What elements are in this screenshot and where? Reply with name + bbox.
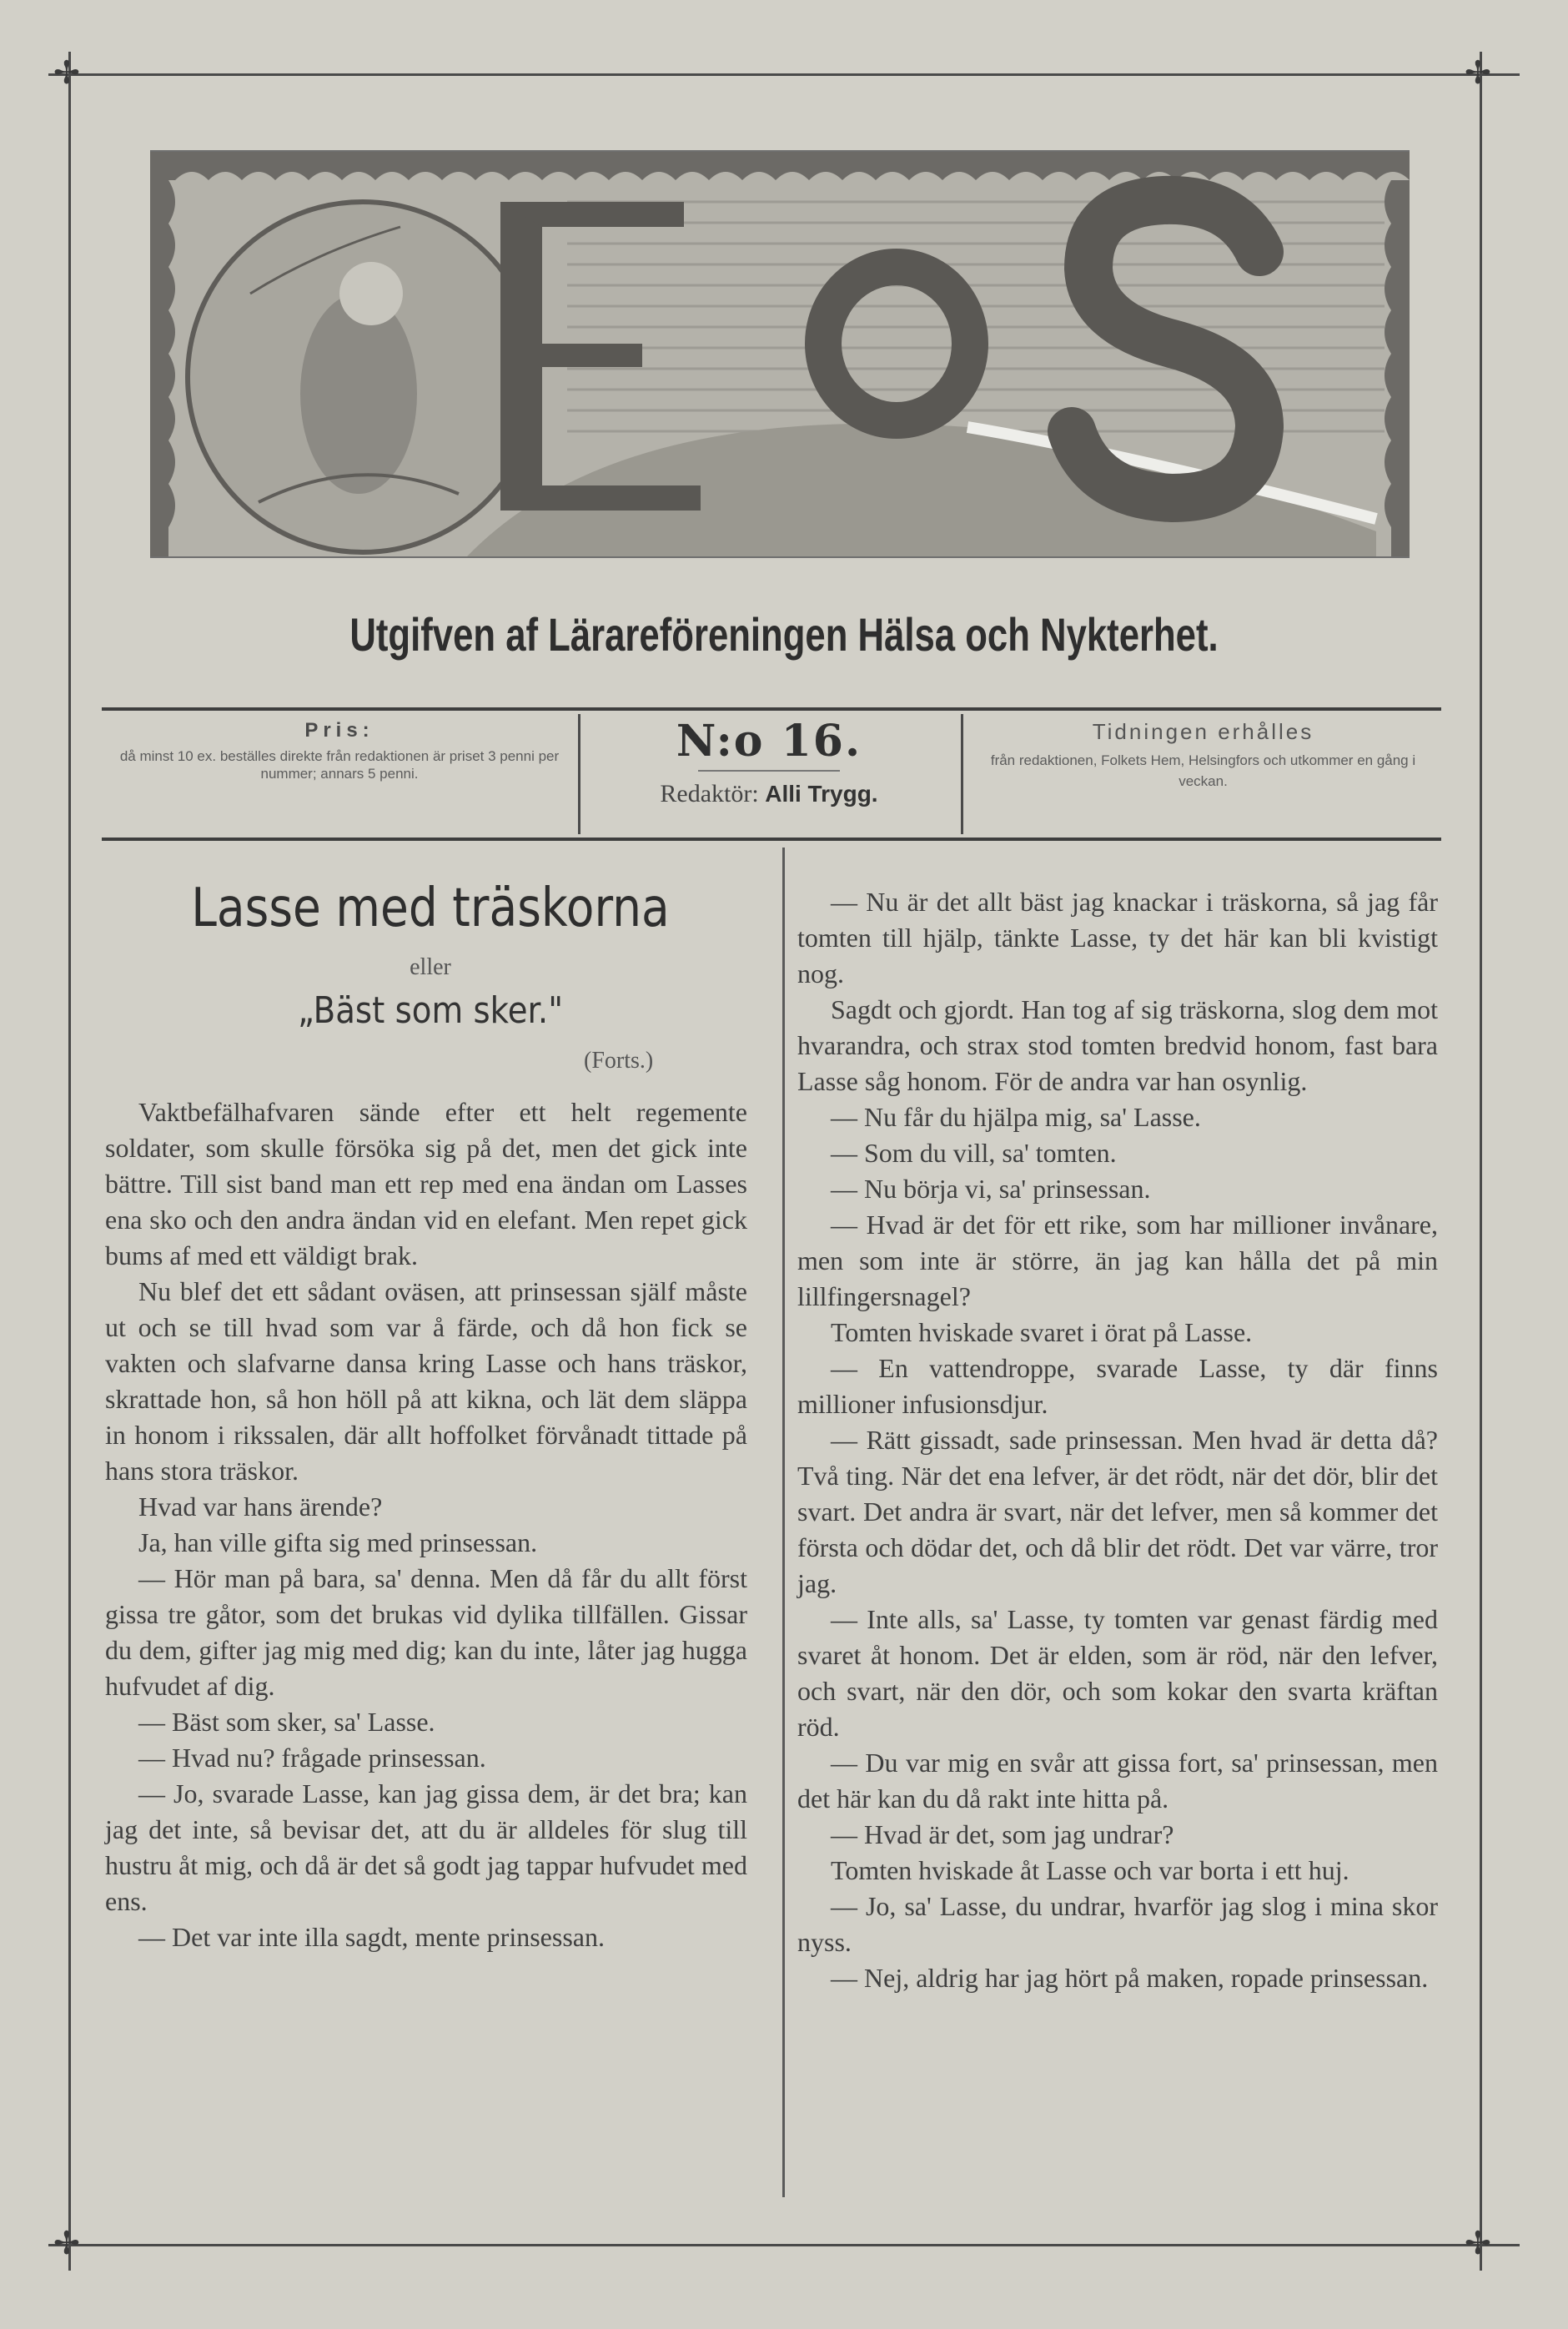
issue-divider bbox=[698, 770, 840, 772]
paragraph: — Jo, svarade Lasse, kan jag gissa dem, är det bra; kan jag det inte, så bevisar det, att du är alldeles för slug till hustru åt mig, och då är det så godt jag tappar hufvudet med ens. bbox=[105, 1778, 747, 1916]
price-heading: Pris: bbox=[304, 719, 374, 742]
frame-top-rule bbox=[48, 73, 1520, 76]
paragraph: — Som du vill, sa' tomten. bbox=[831, 1138, 1117, 1168]
paragraph: — Hör man på bara, sa' denna. Men då får du allt först gissa tre gåtor, som det brukas vid dylika tillfällen. Gissar du dem, gifter jag mig med dig; kan du inte, låter jag hugga hufvudet af dig. bbox=[105, 1563, 747, 1701]
corner-ornament-icon: ✢ bbox=[1465, 2225, 1491, 2261]
corner-ornament-icon: ✢ bbox=[1465, 54, 1491, 91]
editor-line bbox=[581, 780, 957, 808]
corner-ornament-icon: ✢ bbox=[53, 54, 80, 91]
column-divider bbox=[782, 848, 785, 2197]
info-bar-top-rule bbox=[102, 707, 1441, 711]
paragraph: — En vattendroppe, svarade Lasse, ty där finns millioner infusionsdjur. bbox=[797, 1353, 1438, 1419]
paragraph: Nu blef det ett sådant oväsen, att prinsessan själf måste ut och se till hvad som var å färde, och då hon fick se vakten och slafvarne dansa kring Lasse och hans träskor, skrattade hon, så hon höll på att kikna, och lät dem släppa in honom i rikssalen, där allt hoffolket förvånadt tittade på hans stora träskor. bbox=[105, 1276, 747, 1486]
article-eller: eller bbox=[410, 954, 451, 980]
paragraph: — Jo, sa' Lasse, du undrar, hvarför jag slog i mina skor nyss. bbox=[797, 1891, 1438, 1957]
article-title: Lasse med träskorna bbox=[191, 878, 670, 939]
price-box bbox=[102, 719, 577, 782]
masthead-illustration bbox=[150, 150, 1410, 558]
info-bar-bottom-rule bbox=[102, 838, 1441, 841]
price-text: då minst 10 ex. beställes direkte från redaktionen är priset 3 penni per nummer; annars 5 penni. bbox=[119, 748, 560, 782]
publisher-line: Utgifven af Lärareföreningen Hälsa och Nykterhet. bbox=[349, 608, 1219, 661]
paragraph: — Nu får du hjälpa mig, sa' Lasse. bbox=[831, 1102, 1201, 1132]
paragraph: — Nu börja vi, sa' prinsessan. bbox=[831, 1174, 1151, 1204]
left-column bbox=[105, 1094, 747, 1955]
corner-ornament-icon: ✢ bbox=[53, 2225, 80, 2261]
paragraph: — Rätt gissadt, sade prinsessan. Men hvad är detta då? Två ting. När det ena lefver, är det rödt, när det dör, blir det svart. Det andra är svart, när det lefver, men så kommer det första och dödar det, och då blir det rödt. Det var värre, tror jag. bbox=[797, 1425, 1438, 1598]
right-column bbox=[797, 884, 1438, 1996]
info-bar-divider bbox=[961, 714, 963, 834]
paragraph: — Nej, aldrig har jag hört på maken, ropade prinsessan. bbox=[831, 1963, 1429, 1993]
paragraph: — Det var inte illa sagdt, mente prinsessan. bbox=[138, 1922, 605, 1952]
paragraph: Ja, han ville gifta sig med prinsessan. bbox=[138, 1527, 538, 1557]
distribution-text: från redaktionen, Folkets Hem, Helsingfors och utkommer en gång i veckan. bbox=[990, 752, 1416, 789]
article-subtitle: „Bäst som sker." bbox=[297, 989, 564, 1032]
editor-name: Alli Trygg. bbox=[765, 781, 878, 807]
paragraph: Vaktbefälhafvaren sände efter ett helt regemente soldater, som skulle försöka sig på det, men det gick inte bättre. Till sist band man ett rep med ena ändan om Lasses ena sko och den andra ändan vid en elefant. Men repet gick bums af med ett väldigt brak. bbox=[105, 1097, 747, 1270]
distribution-box bbox=[965, 719, 1441, 792]
paragraph: — Inte alls, sa' Lasse, ty tomten var genast färdig med svaret åt honom. Det är elden, som är röd, när den lefver, och svart, när den dör, och som kokar den svarta kräftan röd. bbox=[797, 1604, 1438, 1742]
paragraph: Tomten hviskade åt Lasse och var borta i ett huj. bbox=[831, 1855, 1349, 1885]
paragraph: — Hvad är det för ett rike, som har millioner invånare, men som inte är större, än jag kan hålla det på min lillfingersnagel? bbox=[797, 1210, 1438, 1311]
issue-box bbox=[581, 716, 957, 808]
frame-left-rule bbox=[68, 52, 71, 2271]
paragraph: — Bäst som sker, sa' Lasse. bbox=[138, 1707, 435, 1737]
paragraph: Sagdt och gjordt. Han tog af sig träskorna, slog dem mot hvarandra, och strax stod tomten bredvid honom, fast bara Lasse såg honom. För de andra var han osynlig. bbox=[797, 994, 1438, 1096]
paragraph: — Du var mig en svår att gissa fort, sa' prinsessan, men det här kan du då rakt inte hitta på. bbox=[797, 1748, 1438, 1813]
frame-bottom-rule bbox=[48, 2244, 1520, 2246]
paragraph: Tomten hviskade svaret i örat på Lasse. bbox=[831, 1317, 1253, 1347]
distribution-heading: Tidningen erhålles bbox=[1092, 719, 1314, 744]
paragraph: — Hvad är det, som jag undrar? bbox=[831, 1819, 1174, 1849]
issue-number: N:o 16. bbox=[676, 716, 862, 767]
continued-note: (Forts.) bbox=[584, 1048, 654, 1074]
paragraph: — Nu är det allt bäst jag knackar i träskorna, så jag får tomten till hjälp, tänkte Lasse, ty det här kan bli kvistigt nog. bbox=[797, 887, 1438, 988]
paragraph: Hvad var hans ärende? bbox=[138, 1491, 383, 1522]
frame-right-rule bbox=[1480, 52, 1482, 2271]
editor-label: Redaktör: bbox=[660, 780, 759, 807]
paragraph: — Hvad nu? frågade prinsessan. bbox=[138, 1743, 486, 1773]
info-bar-divider bbox=[578, 714, 580, 834]
info-bar bbox=[102, 707, 1441, 841]
